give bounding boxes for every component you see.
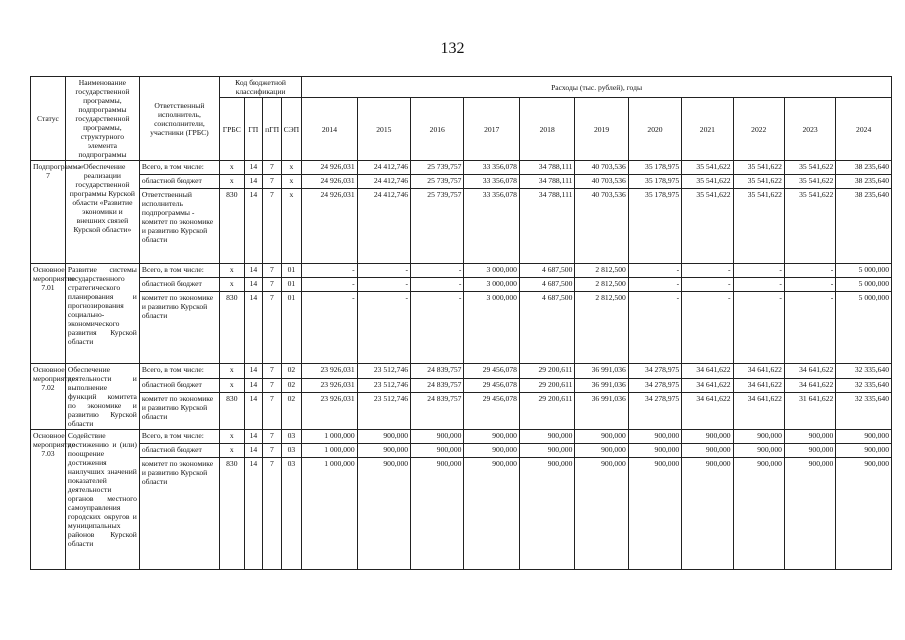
expense-cell: 35 541,622: [682, 161, 733, 175]
expense-cell: -: [357, 278, 410, 292]
expense-cell: 900,000: [784, 444, 835, 458]
expense-cell: 38 235,640: [836, 189, 892, 264]
expense-cell: 34 641,622: [682, 378, 733, 393]
expense-cell: 4 687,500: [519, 292, 574, 364]
responsible-cell: областной бюджет: [139, 444, 219, 458]
expense-cell: -: [628, 292, 681, 364]
code-cell: 7: [263, 430, 281, 444]
code-cell: 03: [281, 444, 302, 458]
header-year-2020: 2020: [628, 98, 681, 161]
code-cell: 14: [244, 378, 262, 393]
expense-cell: 35 178,975: [628, 161, 681, 175]
code-cell: 7: [263, 292, 281, 364]
expense-cell: 34 788,111: [519, 175, 574, 189]
expense-cell: -: [682, 292, 733, 364]
expense-cell: 5 000,000: [836, 278, 892, 292]
expense-cell: 900,000: [628, 458, 681, 570]
table-row: [31, 278, 892, 292]
expense-cell: -: [784, 278, 835, 292]
expense-cell: 23 926,031: [302, 364, 357, 379]
expense-cell: 900,000: [464, 458, 519, 570]
header-code-2: пГП: [263, 98, 281, 161]
responsible-cell: областной бюджет: [139, 378, 219, 393]
expense-cell: 35 541,622: [784, 161, 835, 175]
expense-cell: 5 000,000: [836, 292, 892, 364]
code-cell: х: [219, 264, 244, 278]
expense-cell: -: [357, 292, 410, 364]
header-code-3: СЭП: [281, 98, 302, 161]
expense-cell: 2 812,500: [575, 278, 628, 292]
table-row: [31, 430, 892, 444]
code-cell: 14: [244, 393, 262, 430]
expense-cell: 4 687,500: [519, 264, 574, 278]
expense-cell: 34 278,975: [628, 378, 681, 393]
header-year-2014: 2014: [302, 98, 357, 161]
code-cell: 7: [263, 264, 281, 278]
header-expenses-group: Расходы (тыс. рублей), годы: [302, 77, 892, 98]
responsible-cell: комитет по экономике и развитию Курской области: [139, 292, 219, 364]
code-cell: 7: [263, 364, 281, 379]
expense-cell: 900,000: [682, 458, 733, 570]
code-cell: 14: [244, 175, 262, 189]
responsible-cell: Всего, в том числе:: [139, 264, 219, 278]
expense-cell: -: [302, 292, 357, 364]
expense-cell: 900,000: [733, 444, 784, 458]
expense-cell: 5 000,000: [836, 264, 892, 278]
code-cell: 830: [219, 292, 244, 364]
code-cell: 7: [263, 378, 281, 393]
expense-cell: -: [302, 264, 357, 278]
code-cell: 01: [281, 264, 302, 278]
header-year-2015: 2015: [357, 98, 410, 161]
code-cell: 830: [219, 458, 244, 570]
program-name-cell: «Обеспечение реализации государственной программы Курской области «Развитие экономики и внешних связей Курской области»: [65, 161, 139, 264]
table-row: [31, 175, 892, 189]
expense-cell: 36 991,036: [575, 378, 628, 393]
expense-cell: 900,000: [411, 430, 464, 444]
header-name: Наименование государственной программы, подпрограммы государственной программы, структурного элемента подпрограммы: [65, 77, 139, 161]
expense-cell: 2 812,500: [575, 264, 628, 278]
header-code-0: ГРБС: [219, 98, 244, 161]
expense-cell: 24 839,757: [411, 378, 464, 393]
expense-cell: 34 641,622: [733, 393, 784, 430]
expense-cell: 31 641,622: [784, 393, 835, 430]
expense-cell: 900,000: [357, 444, 410, 458]
responsible-cell: областной бюджет: [139, 175, 219, 189]
expense-cell: 40 703,536: [575, 189, 628, 264]
table-row: [31, 264, 892, 278]
responsible-cell: комитет по экономике и развитию Курской области: [139, 393, 219, 430]
status-cell: Основное мероприятие 7.01: [31, 264, 66, 364]
expense-cell: -: [302, 278, 357, 292]
expense-cell: 40 703,536: [575, 161, 628, 175]
table-row: [31, 364, 892, 379]
header-year-2022: 2022: [733, 98, 784, 161]
expense-cell: 35 541,622: [733, 161, 784, 175]
header-code-group: Код бюджетной классификации: [219, 77, 301, 98]
expense-cell: 900,000: [464, 444, 519, 458]
code-cell: 01: [281, 278, 302, 292]
expense-cell: 35 541,622: [733, 175, 784, 189]
expense-cell: 3 000,000: [464, 278, 519, 292]
expense-cell: 900,000: [357, 430, 410, 444]
expense-cell: 35 541,622: [682, 175, 733, 189]
expense-cell: -: [733, 292, 784, 364]
program-name-cell: Обеспечение деятельности и выполнение функций комитета по экономике и развитию Курской области: [65, 364, 139, 430]
responsible-cell: Всего, в том числе:: [139, 161, 219, 175]
expense-cell: 36 991,036: [575, 364, 628, 379]
table-row: [31, 378, 892, 393]
code-cell: 14: [244, 444, 262, 458]
expense-cell: 24 412,746: [357, 161, 410, 175]
expense-cell: 35 541,622: [733, 189, 784, 264]
expense-cell: 34 278,975: [628, 364, 681, 379]
expense-cell: 900,000: [519, 458, 574, 570]
code-cell: 7: [263, 175, 281, 189]
expense-cell: -: [628, 278, 681, 292]
expense-cell: 900,000: [682, 444, 733, 458]
header-year-2024: 2024: [836, 98, 892, 161]
code-cell: 7: [263, 278, 281, 292]
header-code-1: ГП: [244, 98, 262, 161]
header-year-2018: 2018: [519, 98, 574, 161]
code-cell: 830: [219, 393, 244, 430]
expense-cell: 23 926,031: [302, 393, 357, 430]
expense-cell: 900,000: [733, 458, 784, 570]
expense-cell: 900,000: [836, 444, 892, 458]
expense-cell: -: [357, 264, 410, 278]
expense-cell: 2 812,500: [575, 292, 628, 364]
code-cell: 830: [219, 189, 244, 264]
status-cell: Основное мероприятие 7.02: [31, 364, 66, 430]
expense-cell: -: [784, 264, 835, 278]
table-row: [31, 444, 892, 458]
table-row: [31, 161, 892, 175]
table-row: [31, 189, 892, 264]
expense-cell: 34 641,622: [733, 378, 784, 393]
program-name-cell: Содействие достижению и (или) поощрение достижения наилучших значений показателей деятельности органов местного самоуправления городских округов и муниципальных районов Курской области: [65, 430, 139, 570]
table-row: [31, 458, 892, 570]
expense-cell: 29 200,611: [519, 393, 574, 430]
expense-cell: 3 000,000: [464, 292, 519, 364]
expense-cell: 29 200,611: [519, 364, 574, 379]
code-cell: х: [219, 444, 244, 458]
expense-cell: 34 641,622: [682, 393, 733, 430]
responsible-cell: областной бюджет: [139, 278, 219, 292]
budget-table: [30, 76, 892, 570]
expense-cell: 32 335,640: [836, 378, 892, 393]
expense-cell: 900,000: [628, 444, 681, 458]
expense-cell: 24 839,757: [411, 364, 464, 379]
expense-cell: 1 000,000: [302, 444, 357, 458]
header-year-2023: 2023: [784, 98, 835, 161]
responsible-cell: Ответственный исполнитель подпрограммы - комитет по экономике и развитию Курской области: [139, 189, 219, 264]
expense-cell: 1 000,000: [302, 458, 357, 570]
code-cell: 14: [244, 292, 262, 364]
expense-cell: 29 456,078: [464, 378, 519, 393]
expense-cell: 24 839,757: [411, 393, 464, 430]
responsible-cell: Всего, в том числе:: [139, 364, 219, 379]
expense-cell: -: [733, 264, 784, 278]
code-cell: х: [219, 378, 244, 393]
expense-cell: -: [733, 278, 784, 292]
expense-cell: 34 788,111: [519, 189, 574, 264]
code-cell: х: [219, 364, 244, 379]
code-cell: 03: [281, 430, 302, 444]
expense-cell: -: [682, 278, 733, 292]
table-row: [31, 393, 892, 430]
code-cell: 14: [244, 364, 262, 379]
expense-cell: 23 512,746: [357, 378, 410, 393]
expense-cell: 900,000: [575, 458, 628, 570]
expense-cell: -: [682, 264, 733, 278]
status-cell: Подпрограмма 7: [31, 161, 66, 264]
expense-cell: 25 739,757: [411, 175, 464, 189]
expense-cell: 29 200,611: [519, 378, 574, 393]
expense-cell: 32 335,640: [836, 393, 892, 430]
code-cell: 02: [281, 364, 302, 379]
code-cell: х: [281, 161, 302, 175]
expense-cell: 900,000: [411, 458, 464, 570]
code-cell: 7: [263, 458, 281, 570]
header-year-2016: 2016: [411, 98, 464, 161]
expense-cell: 900,000: [575, 444, 628, 458]
expense-cell: 24 412,746: [357, 175, 410, 189]
expense-cell: 29 456,078: [464, 364, 519, 379]
expense-cell: 33 356,078: [464, 189, 519, 264]
expense-cell: -: [411, 264, 464, 278]
expense-cell: 33 356,078: [464, 161, 519, 175]
responsible-cell: Всего, в том числе:: [139, 430, 219, 444]
expense-cell: 38 235,640: [836, 161, 892, 175]
expense-cell: 33 356,078: [464, 175, 519, 189]
expense-cell: 24 926,031: [302, 189, 357, 264]
expense-cell: 900,000: [464, 430, 519, 444]
expense-cell: 3 000,000: [464, 264, 519, 278]
status-cell: Основное мероприятие 7.03: [31, 430, 66, 570]
expense-cell: 35 541,622: [784, 189, 835, 264]
code-cell: 14: [244, 161, 262, 175]
code-cell: 02: [281, 393, 302, 430]
header-year-2019: 2019: [575, 98, 628, 161]
expense-cell: 25 739,757: [411, 189, 464, 264]
expense-cell: 900,000: [784, 458, 835, 570]
expense-cell: 900,000: [836, 458, 892, 570]
expense-cell: 35 541,622: [784, 175, 835, 189]
expense-cell: 900,000: [575, 430, 628, 444]
code-cell: 03: [281, 458, 302, 570]
code-cell: х: [219, 161, 244, 175]
table-row: [31, 292, 892, 364]
page-number: 132: [440, 40, 465, 57]
expense-cell: 900,000: [519, 430, 574, 444]
code-cell: 02: [281, 378, 302, 393]
expense-cell: 34 641,622: [733, 364, 784, 379]
code-cell: 7: [263, 444, 281, 458]
expense-cell: -: [628, 264, 681, 278]
expense-cell: 900,000: [519, 444, 574, 458]
code-cell: 14: [244, 278, 262, 292]
header-year-2021: 2021: [682, 98, 733, 161]
expense-cell: 25 739,757: [411, 161, 464, 175]
code-cell: 14: [244, 264, 262, 278]
expense-cell: 35 541,622: [682, 189, 733, 264]
code-cell: 7: [263, 161, 281, 175]
expense-cell: 900,000: [682, 430, 733, 444]
code-cell: 7: [263, 393, 281, 430]
expense-cell: 23 926,031: [302, 378, 357, 393]
expense-cell: 1 000,000: [302, 430, 357, 444]
code-cell: 7: [263, 189, 281, 264]
code-cell: х: [281, 175, 302, 189]
expense-cell: 900,000: [628, 430, 681, 444]
expense-cell: 900,000: [411, 444, 464, 458]
responsible-cell: комитет по экономике и развитию Курской области: [139, 458, 219, 570]
expense-cell: 900,000: [357, 458, 410, 570]
expense-cell: 900,000: [784, 430, 835, 444]
expense-cell: 4 687,500: [519, 278, 574, 292]
code-cell: 01: [281, 292, 302, 364]
expense-cell: -: [411, 292, 464, 364]
expense-cell: 900,000: [733, 430, 784, 444]
expense-cell: 34 641,622: [682, 364, 733, 379]
header-status: Статус: [31, 77, 66, 161]
code-cell: 14: [244, 458, 262, 570]
code-cell: х: [219, 278, 244, 292]
program-name-cell: Развитие системы государственного стратегического планирования и прогнозирования социально-экономического развития Курской области: [65, 264, 139, 364]
code-cell: х: [281, 189, 302, 264]
expense-cell: 24 926,031: [302, 175, 357, 189]
expense-cell: 36 991,036: [575, 393, 628, 430]
code-cell: 14: [244, 430, 262, 444]
expense-cell: 38 235,640: [836, 175, 892, 189]
expense-cell: 40 703,536: [575, 175, 628, 189]
expense-cell: 34 641,622: [784, 364, 835, 379]
expense-cell: 34 278,975: [628, 393, 681, 430]
expense-cell: 23 512,746: [357, 364, 410, 379]
code-cell: 14: [244, 189, 262, 264]
expense-cell: 34 641,622: [784, 378, 835, 393]
expense-cell: 900,000: [836, 430, 892, 444]
expense-cell: 35 178,975: [628, 189, 681, 264]
code-cell: х: [219, 175, 244, 189]
expense-cell: -: [411, 278, 464, 292]
expense-cell: 34 788,111: [519, 161, 574, 175]
expense-cell: 29 456,078: [464, 393, 519, 430]
expense-cell: 35 178,975: [628, 175, 681, 189]
expense-cell: 23 512,746: [357, 393, 410, 430]
expense-cell: 32 335,640: [836, 364, 892, 379]
expense-cell: 24 926,031: [302, 161, 357, 175]
expense-cell: 24 412,746: [357, 189, 410, 264]
header-responsible: Ответственный исполнитель, соисполнители, участники (ГРБС): [139, 77, 219, 161]
code-cell: х: [219, 430, 244, 444]
header-year-2017: 2017: [464, 98, 519, 161]
expense-cell: -: [784, 292, 835, 364]
